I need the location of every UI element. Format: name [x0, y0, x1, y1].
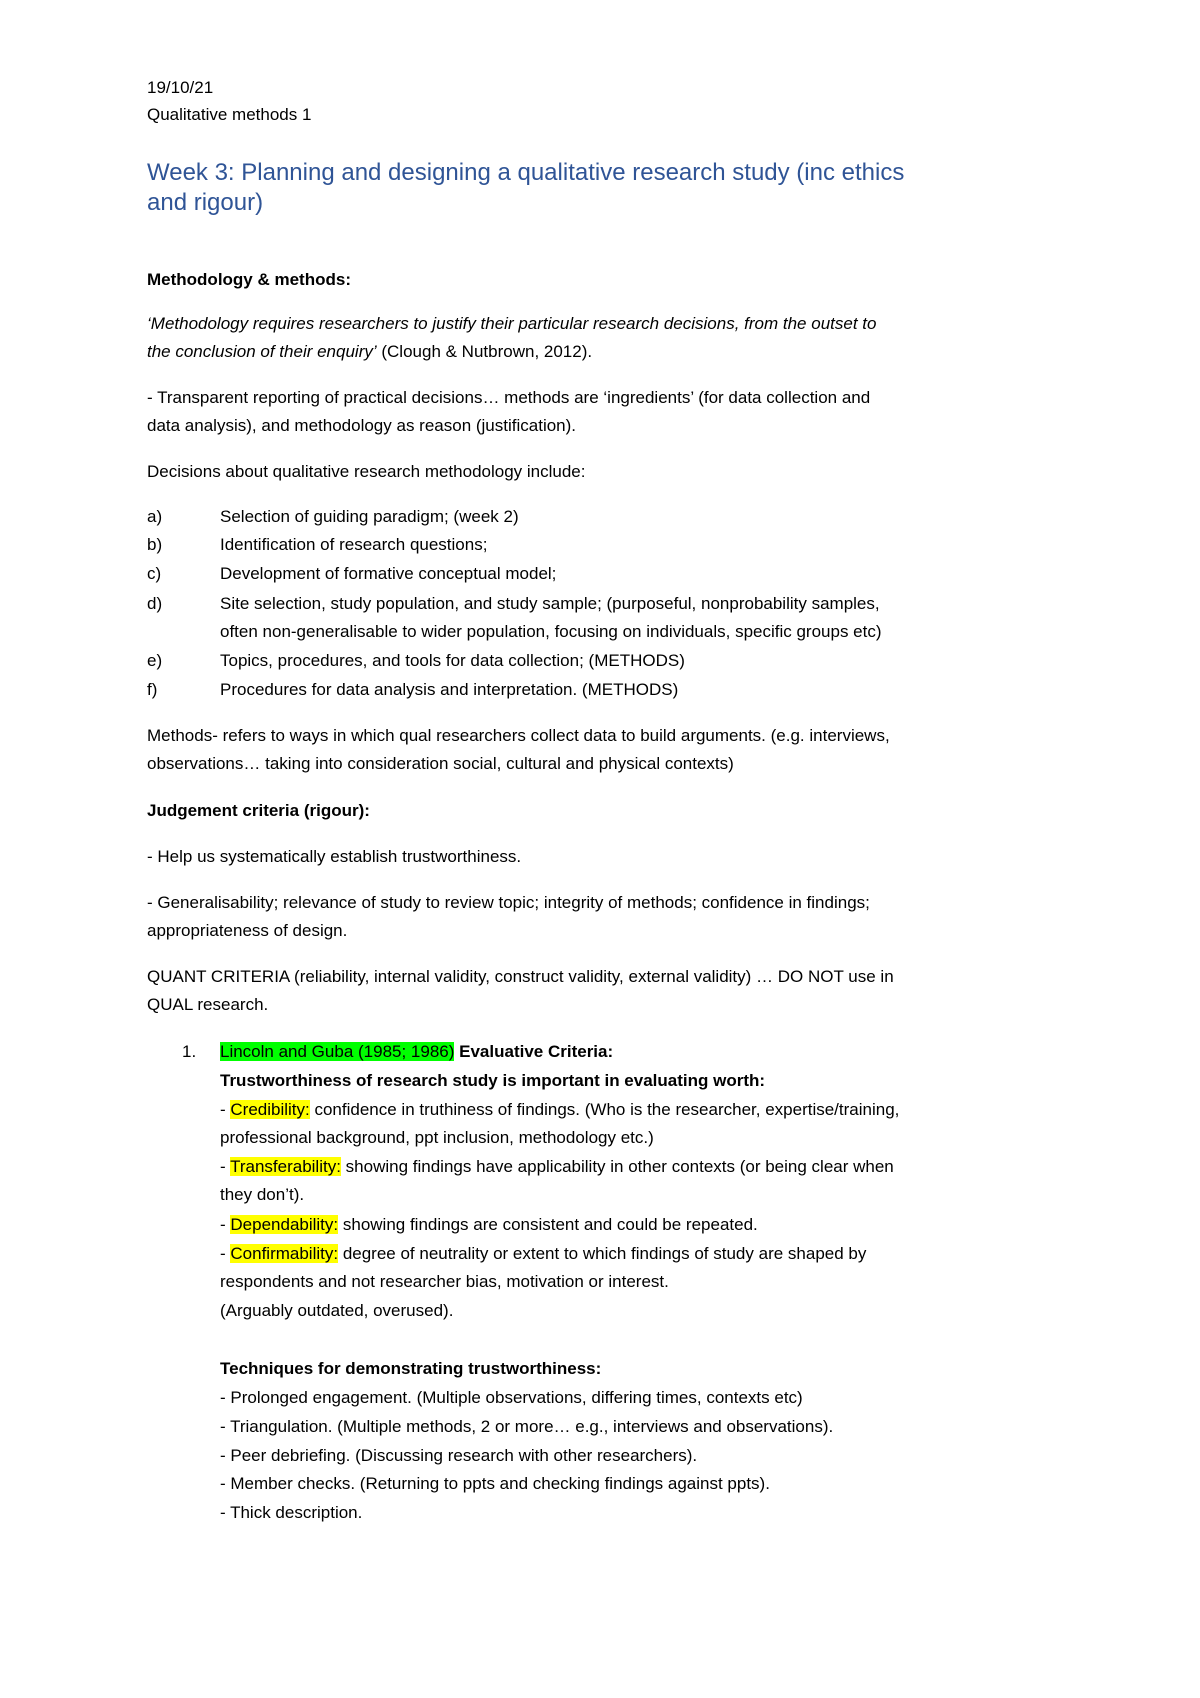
- page-title-line-1: Week 3: Planning and designing a qualitative research study (inc ethics: [147, 159, 905, 186]
- technique-item: - Peer debriefing. (Discussing research with other researchers).: [220, 1446, 698, 1465]
- judgement-heading: Judgement criteria (rigour):: [147, 801, 370, 820]
- list-marker: c): [147, 564, 162, 583]
- criterion-continuation: they don’t).: [220, 1185, 305, 1204]
- course-line: Qualitative methods 1: [147, 105, 312, 124]
- list-item: Site selection, study population, and study sample; (purposeful, nonprobability samples,: [220, 594, 880, 613]
- date-line: 19/10/21: [147, 78, 214, 97]
- paragraph-transparent-line-1: - Transparent reporting of practical decisions… methods are ‘ingredients’ (for data collection and: [147, 388, 871, 407]
- criterion-continuation: professional background, ppt inclusion, methodology etc.): [220, 1128, 654, 1147]
- criterion-credibility: - Credibility: confidence in truthiness of findings. (Who is the researcher, expertise/training,: [220, 1100, 900, 1119]
- methods-line-2: observations… taking into consideration social, cultural and physical contexts): [147, 754, 734, 773]
- list-item: Topics, procedures, and tools for data collection; (METHODS): [220, 651, 685, 670]
- technique-item: - Member checks. (Returning to ppts and checking findings against ppts).: [220, 1474, 770, 1493]
- page-title-line-2: and rigour): [147, 189, 264, 216]
- quote-line-1: ‘Methodology requires researchers to justify their particular research decisions, from the outset to: [147, 314, 877, 333]
- list-marker: f): [147, 680, 158, 699]
- criterion-transferability: - Transferability: showing findings have applicability in other contexts (or being clear when: [220, 1157, 894, 1176]
- judgement-line-2a: - Generalisability; relevance of study to review topic; integrity of methods; confidence in findings;: [147, 893, 870, 912]
- arguably-note: (Arguably outdated, overused).: [220, 1301, 454, 1320]
- criterion-continuation: respondents and not researcher bias, motivation or interest.: [220, 1272, 669, 1291]
- quant-line-1: QUANT CRITERIA (reliability, internal validity, construct validity, external validity) … DO NOT use in: [147, 967, 894, 986]
- quote-end: the conclusion of their enquiry’: [147, 342, 377, 361]
- list-item: Selection of guiding paradigm; (week 2): [220, 507, 519, 526]
- judgement-line-2b: appropriateness of design.: [147, 921, 348, 940]
- quant-line-2: QUAL research.: [147, 995, 269, 1014]
- list-item-continuation: often non-generalisable to wider population, focusing on individuals, specific groups etc): [220, 622, 882, 641]
- techniques-heading: Techniques for demonstrating trustworthiness:: [220, 1359, 602, 1378]
- numbered-marker: 1.: [182, 1042, 197, 1061]
- criterion-term: Dependability:: [230, 1215, 339, 1234]
- trustworthiness-subheading: Trustworthiness of research study is important in evaluating worth:: [220, 1071, 766, 1090]
- methods-line-1: Methods- refers to ways in which qual researchers collect data to build arguments. (e.g. interviews,: [147, 726, 890, 745]
- quote-line-2: [147, 338, 592, 366]
- technique-item: - Triangulation. (Multiple methods, 2 or more… e.g., interviews and observations).: [220, 1417, 834, 1436]
- list-marker: d): [147, 594, 163, 613]
- technique-item: - Prolonged engagement. (Multiple observations, differing times, contexts etc): [220, 1388, 803, 1407]
- quote-citation: (Clough & Nutbrown, 2012).: [376, 342, 593, 361]
- list-marker: b): [147, 535, 163, 554]
- technique-item: - Thick description.: [220, 1503, 363, 1522]
- lincoln-heading: [220, 1038, 613, 1066]
- criterion-term: Credibility:: [230, 1100, 310, 1119]
- paragraph-transparent-line-2: data analysis), and methodology as reason (justification).: [147, 416, 577, 435]
- lincoln-highlight: Lincoln and Guba (1985; 1986): [220, 1042, 455, 1061]
- list-item: Procedures for data analysis and interpretation. (METHODS): [220, 680, 679, 699]
- list-item: Development of formative conceptual model;: [220, 564, 557, 583]
- lincoln-rest: Evaluative Criteria:: [454, 1042, 614, 1061]
- decisions-intro: Decisions about qualitative research methodology include:: [147, 462, 586, 481]
- criterion-dependability: - Dependability: showing findings are consistent and could be repeated.: [220, 1215, 758, 1234]
- methodology-heading: Methodology & methods:: [147, 270, 351, 289]
- list-item: Identification of research questions;: [220, 535, 488, 554]
- list-marker: e): [147, 651, 163, 670]
- list-marker: a): [147, 507, 163, 526]
- criterion-term: Confirmability:: [230, 1244, 339, 1263]
- criterion-confirmability: - Confirmability: degree of neutrality or extent to which findings of study are shaped by: [220, 1244, 867, 1263]
- criterion-term: Transferability:: [230, 1157, 341, 1176]
- judgement-line-1: - Help us systematically establish trustworthiness.: [147, 847, 522, 866]
